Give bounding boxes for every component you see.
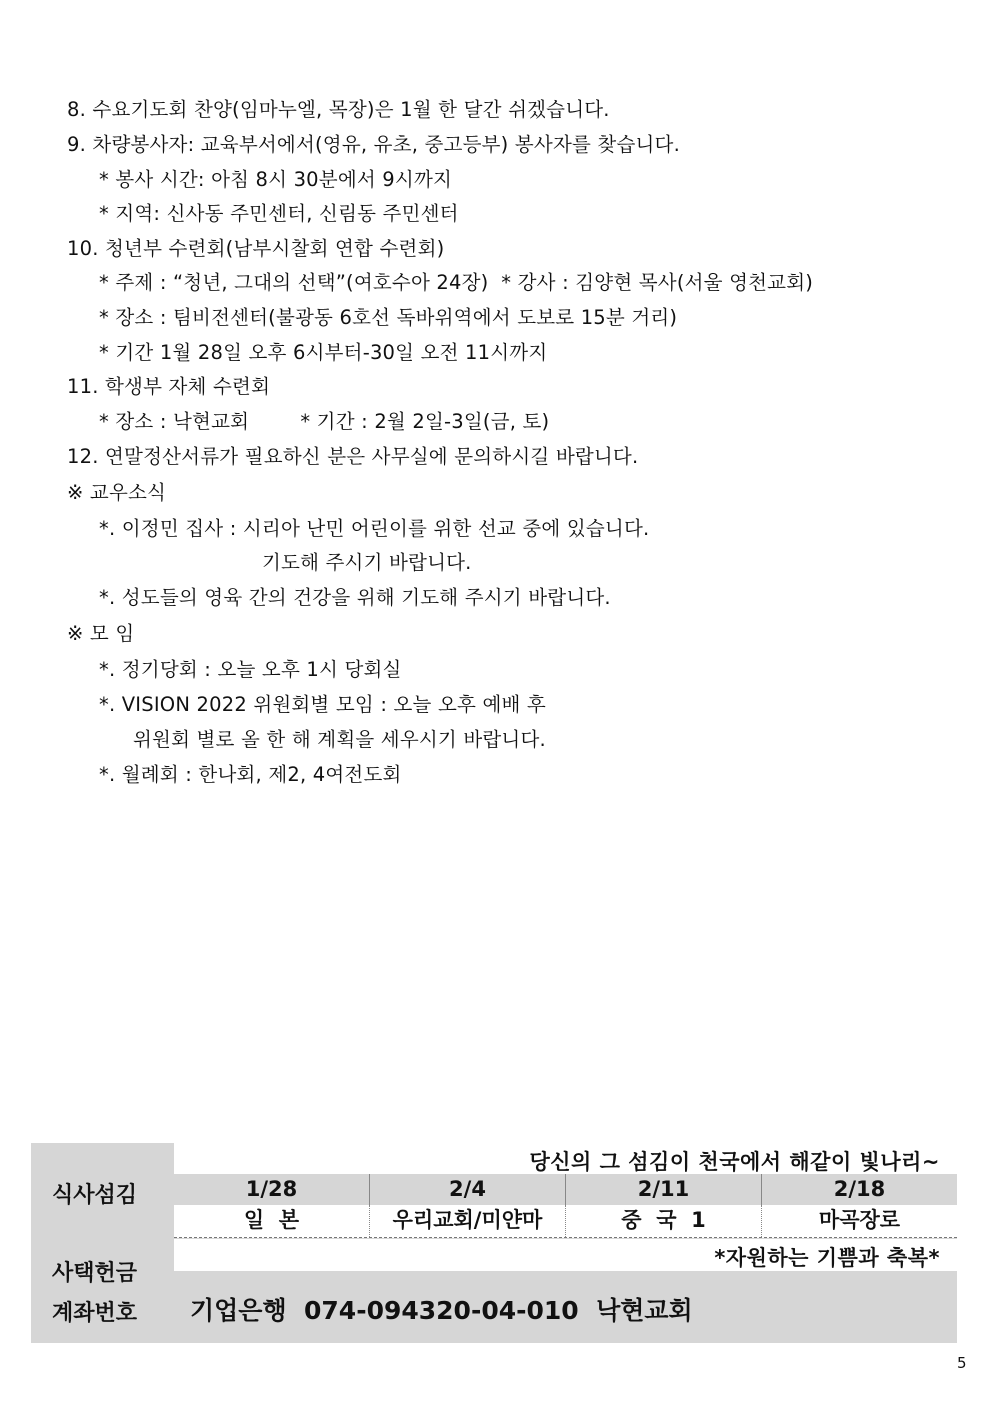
section-heading: ※ 모 임 [67,622,135,645]
offering-label: 사택헌금 [52,1261,138,1286]
schedule-date: 2/18 [761,1174,957,1205]
schedule-team: 우리교회/미얀마 [369,1205,565,1237]
notice-line: 10. 청년부 수련회(남부시찰회 연합 수련회) [67,237,445,260]
notice-line: *. 성도들의 영육 간의 건강을 위해 기도해 주시기 바랍니다. [99,586,611,609]
notice-line: 기도해 주시기 바랍니다. [262,551,472,574]
schedule-date: 2/4 [369,1174,565,1205]
notice-line: 위원회 별로 올 한 해 계획을 세우시기 바랍니다. [133,728,546,751]
account-label: 계좌번호 [52,1301,138,1326]
schedule-date-row [174,1174,957,1205]
notice-line: * 기간 1월 28일 오후 6시부터-30일 오전 11시까지 [99,341,548,364]
notice-line: * 장소 : 낙현교회 * 기간 : 2월 2일-3일(금, 토) [99,410,550,433]
motto-text: 당신의 그 섬김이 천국에서 해같이 빛나리~ [529,1150,940,1174]
meal-service-label: 식사섬김 [52,1183,138,1208]
page-number: 5 [957,1354,967,1372]
notice-line: * 봉사 시간: 아침 8시 30분에서 9시까지 [99,168,453,191]
notice-line: *. 월례회 : 한나회, 제2, 4여전도회 [99,763,402,786]
notice-line: 9. 차량봉사자: 교육부서에서(영유, 유초, 중고등부) 봉사자를 찾습니다. [67,133,680,156]
schedule-date: 2/11 [565,1174,761,1205]
notice-line: *. 정기당회 : 오늘 오후 1시 당회실 [99,658,402,681]
schedule-team: 일 본 [243,1208,300,1232]
schedule-date: 1/28 [245,1177,298,1201]
notice-line: 11. 학생부 자체 수련회 [67,375,271,398]
notice-line: *. VISION 2022 위원회별 모임 : 오늘 오후 예배 후 [99,693,546,716]
notice-line: 12. 연말정산서류가 필요하신 분은 사무실에 문의하시길 바랍니다. [67,445,639,468]
offering-note: *자원하는 기쁨과 축복* [714,1246,940,1270]
bank-account: 기업은행 074-094320-04-010 낙현교회 [190,1296,693,1325]
notice-line: 8. 수요기도회 찬양(임마누엘, 목장)은 1월 한 달간 쉬겠습니다. [67,98,610,121]
schedule-team-row [174,1205,957,1238]
notice-line: * 장소 : 팀비전센터(불광동 6호선 독바위역에서 도보로 15분 거리) [99,306,678,329]
notice-line: * 지역: 신사동 주민센터, 신림동 주민센터 [99,202,459,225]
notice-line: * 주제 : “청년, 그대의 선택”(여호수아 24장) * 강사 : 김양현 목사(서울 영천교회) [99,271,814,294]
schedule-team: 마곡장로 [761,1205,957,1237]
notice-line: *. 이정민 집사 : 시리아 난민 어린이를 위한 선교 중에 있습니다. [99,517,650,540]
section-heading: ※ 교우소식 [67,481,167,504]
schedule-team: 중 국 1 [565,1205,761,1237]
